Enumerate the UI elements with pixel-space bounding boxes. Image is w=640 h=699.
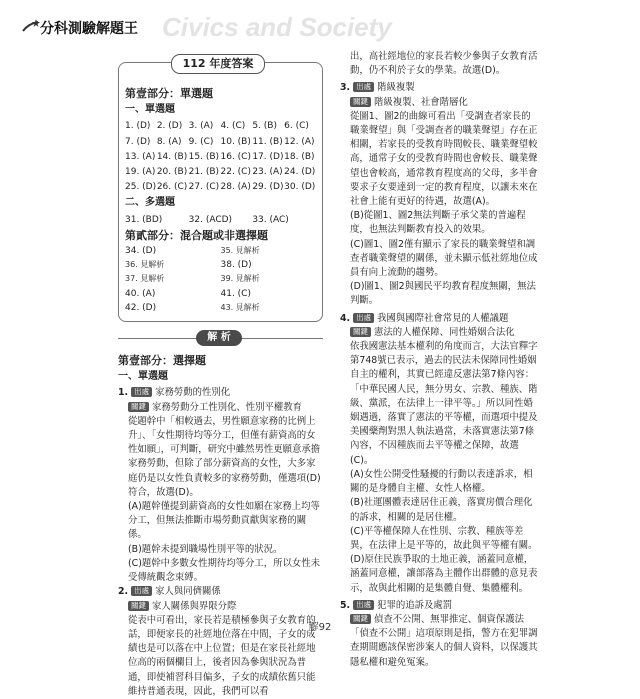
explanation-label: 解 析	[196, 330, 242, 346]
question-number: 1.	[118, 387, 129, 399]
question-3	[340, 81, 540, 308]
answer-item: 23. (A)	[252, 167, 283, 178]
question-1	[118, 386, 323, 585]
answer-item: 24. (D)	[284, 167, 316, 178]
key-tag: 關鍵	[128, 601, 149, 611]
page-header	[22, 12, 622, 46]
explanation-body: 依我國憲法基本權利的角度而言，大法官釋字第748號已表示，過去的民法未保障同性婚姻自主的權利，其實已經違反憲法第7條內容：「中華民國人民，無分男女、宗教、種族、階級、黨派，在法律上一律平等。」所以同性婚姻遇過，落實了憲法的平等權，而選項中提及美國藥劑對黑人執法過當，未落實憲法第7條內容，不因種族而去平等權之保障，故選(C)。	[350, 341, 538, 466]
question-number: 3.	[340, 82, 351, 94]
option-b-note: (B)社運團體表達居住正義，落實房價合理化的訴求，相關的是居住權。	[350, 497, 533, 523]
explanation-divider	[118, 328, 323, 350]
key-tag: 關鍵	[128, 402, 149, 412]
answer-item: 11. (B)	[252, 136, 283, 147]
answer-item: 15. (B)	[188, 151, 220, 162]
answer-item: 12. (A)	[284, 136, 315, 147]
book-title: 分科測驗解題王	[40, 21, 138, 37]
option-c-note: (C)平等權保障人在性別、宗教、種族等差異，在法律上是平等的，故此與平等權有關。	[350, 525, 538, 551]
answer-item: 40. (A)	[125, 288, 156, 299]
answer-item: 18. (B)	[284, 151, 315, 162]
answer-item: 19. (A)	[125, 167, 156, 178]
explanation-body: 「偵查不公開」這項原則是指，警方在犯罪調查期間應該保密涉案人的個人資料，以保護其隱私權和避免冤案。	[350, 628, 538, 668]
source-text: 我國與國際社會常見的人權議題	[377, 312, 509, 324]
answer-item: 5. (B)	[252, 121, 277, 132]
q2-continuation: 出，高社經地位的家長若較少參與子女教育活動，仍不利於子女的學業。故選(D)。	[350, 51, 538, 77]
source-text: 犯罪的追訴及處罰	[377, 599, 453, 611]
source-tag: 出處	[353, 600, 374, 610]
answer-item: 43. 見解析	[220, 302, 260, 312]
answer-item: 39. 見解析	[220, 274, 260, 284]
source-text: 階級複製	[377, 82, 415, 94]
question-4	[340, 312, 540, 596]
left-column	[118, 54, 323, 699]
option-c-note: (C)圖1、圖2僅有顯示了家長的職業聲望和調查者職業聲望的關係，並未顯示低社經地位成員有向上流動的趨勢。	[350, 238, 538, 279]
answer-item: 9. (C)	[188, 136, 214, 147]
answer-item: 26. (C)	[156, 182, 188, 193]
answers-multi-heading: 二、多選題	[125, 197, 175, 209]
option-a-note: (A)女性公開受性騷擾的行動以表達訴求，相關的是身體自主權、女性人格權。	[350, 468, 533, 495]
answer-item: 2. (D)	[156, 121, 183, 132]
right-column	[340, 50, 540, 670]
answers-part1-title: 第壹部分：單選題	[125, 87, 213, 100]
answer-item: 34. (D)	[125, 246, 157, 257]
source-tag: 出處	[353, 82, 374, 92]
answer-item: 3. (A)	[188, 121, 214, 132]
key-text: 家務勞動分工性別化、性別平權教育	[152, 401, 303, 413]
answer-item: 38. (D)	[220, 260, 252, 271]
source-tag: 出處	[353, 313, 374, 323]
answer-item: 21. (B)	[188, 167, 220, 178]
answer-item: 8. (A)	[156, 136, 182, 147]
page-number: 解92	[308, 622, 332, 633]
answer-item: 17. (D)	[252, 151, 284, 162]
answer-item: 32. (ACD)	[188, 214, 233, 225]
key-text: 階級複製、社會階層化	[374, 96, 468, 108]
explanation-body: 從圖1、圖2的曲線可看出「受調查者家長的職業聲望」與「受調查者的職業聲望」存在正相關，若家長的受教育時間較長、職業聲望較高，通常子女的受教育時間也會較長、職業聲望也會較高，通常教育程度高的父母，多半會要求子女要達到一定的教育程度，以讓未來在社會上能有更好的待遇，故選(A)。	[350, 110, 538, 208]
answer-item: 16. (C)	[220, 151, 251, 162]
answer-item: 1. (D)	[125, 121, 151, 132]
key-text: 憲法的人權保障、同性婚姻合法化	[374, 326, 515, 338]
key-tag: 關鍵	[350, 614, 371, 624]
source-text: 家務勞動的性別化	[155, 387, 231, 399]
answer-item: 41. (C)	[220, 288, 251, 299]
explain-part1-title: 第壹部分：選擇題	[118, 354, 206, 368]
answer-item: 36. 見解析	[125, 260, 165, 270]
answer-item: 28. (A)	[220, 182, 251, 193]
answer-item: 13. (A)	[125, 151, 156, 162]
explanation-body: 從表中可看出，家長若是積極參與子女教育的話，即便家長的社經地位落在中間，子女的成績也是可以落在中上位置；但是在家長社經地位高的兩個欄目上，後者因為參與狀況為普通，即使補習科目偏多，子女的成績依舊只能維持普通表現，因此，我們可以看	[128, 614, 316, 697]
answer-item: 27. (C)	[188, 182, 220, 193]
key-tag: 關鍵	[350, 97, 371, 107]
answer-item: 30. (D)	[284, 182, 316, 193]
source-tag: 出處	[131, 586, 152, 596]
answers-single-heading: 一、單選題	[125, 104, 175, 116]
answer-item: 35. 見解析	[220, 246, 260, 256]
question-number: 5.	[340, 599, 351, 611]
answer-item: 10. (B)	[220, 136, 251, 147]
book-subtitle: Civics and Society	[162, 12, 392, 42]
option-d-note: (D)圖1、圖2與國民平均教育程度無關，無法判斷。	[350, 281, 536, 307]
answer-item: 31. (BD)	[125, 214, 163, 225]
question-5	[340, 599, 540, 670]
question-2	[118, 585, 323, 699]
option-c-note: (C)題幹中多數女性期待均等分工，所以女性未受傳統觀念束縛。	[128, 557, 320, 584]
answer-item: 37. 見解析	[125, 274, 165, 284]
option-b-note: (B)從圖1、圖2無法判斷子承父業的普遍程度，也無法判斷教育投入的效果。	[350, 210, 526, 236]
swoosh-star-icon	[22, 18, 40, 36]
option-d-note: (D)原住民族爭取的土地正義，涵蓋同意權，涵蓋同意權，讓部落為主體作出群體的意見表示，故與此相關的是集體自覺、集體權利。	[350, 554, 538, 594]
answer-item: 22. (C)	[220, 167, 251, 178]
answer-item: 4. (C)	[220, 121, 246, 132]
key-tag: 關鍵	[350, 327, 371, 337]
explain-single-heading: 一、單選題	[118, 371, 168, 383]
question-number: 2.	[118, 586, 129, 598]
option-b-note: (B)題幹未提到職場性別平等的狀況。	[128, 543, 283, 555]
answer-item: 33. (AC)	[252, 214, 289, 225]
answer-box-title: 112 年度答案	[171, 54, 265, 74]
source-text: 家人與同儕關係	[155, 586, 221, 598]
question-number: 4.	[340, 312, 351, 324]
single-answer-grid	[125, 119, 316, 194]
key-text: 家人關係與界限分際	[152, 600, 237, 612]
answer-item: 42. (D)	[125, 302, 157, 313]
explanation-body: 從題幹中「相較過去，男性願意家務的比例上升」、「女性期待均等分工，但僅有薪資高的女性如願」，可判斷，研究中雖然男性更願意承擔家務勞動，但除了部分薪資高的女性，大多家庭仍是以女性負責較多的家務勞動，僅選項(D)符合，故選(D)。	[128, 415, 321, 498]
multi-answer-grid	[125, 213, 316, 227]
key-text: 偵查不公開、無罪推定、個資保護法	[374, 613, 525, 625]
answer-item: 29. (D)	[252, 182, 284, 193]
answer-item: 25. (D)	[125, 182, 157, 193]
answer-box	[118, 57, 323, 322]
mixed-answer-grid	[125, 244, 316, 315]
answers-part2-title: 第貳部分：混合題或非選擇題	[125, 228, 268, 242]
answer-item: 14. (B)	[156, 151, 188, 162]
answer-item: 7. (D)	[125, 136, 151, 147]
option-a-note: (A)題幹僅提到薪資高的女性如願在家務上均等分工，但無法推斷市場勞動貢獻與家務的關係。	[128, 501, 320, 541]
source-tag: 出處	[131, 387, 152, 397]
answer-item: 6. (C)	[284, 121, 309, 132]
answer-item: 20. (B)	[156, 167, 188, 178]
